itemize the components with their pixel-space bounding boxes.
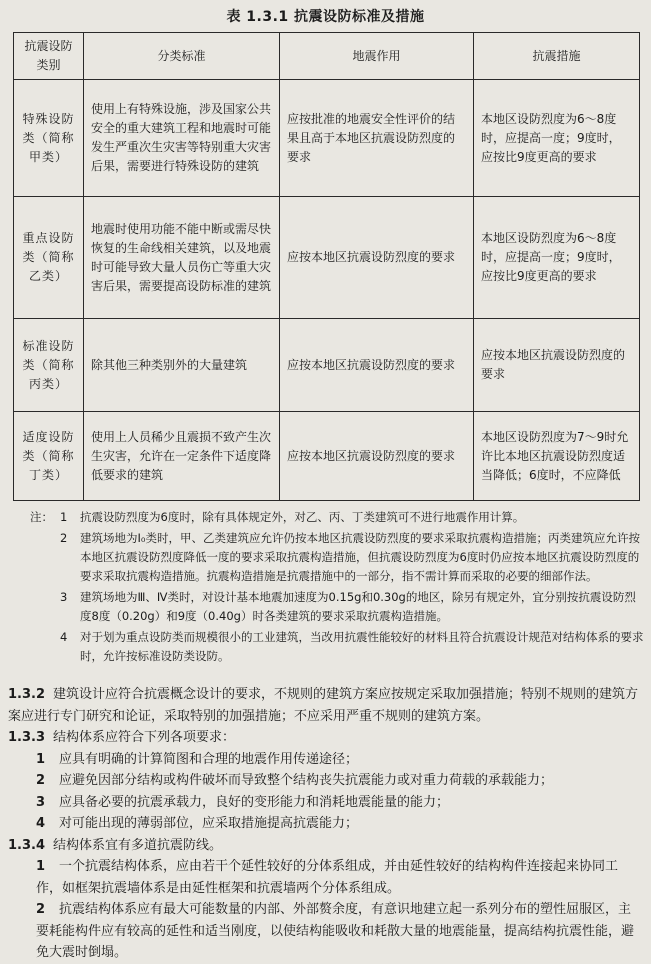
row-seismic-action: 应按本地区抗震设防烈度的要求	[280, 412, 474, 501]
table-title: 表 1.3.1 抗震设防标准及措施	[226, 9, 425, 25]
note-text: 抗震设防烈度为6度时，除有具体规定外，对乙、丙、丁类建筑可不进行地震作用计算。	[80, 510, 525, 524]
table-header-row	[14, 33, 640, 80]
section-text: 结构体系应符合下列各项要求：	[53, 730, 236, 745]
table-notes	[30, 508, 644, 668]
note-text: 对于划为重点设防类而规模很小的工业建筑，当改用抗震性能较好的材料且符合抗震设计规范对结构体系的要求时，允许按标准设防类设防。	[80, 630, 644, 663]
note-number: 2	[60, 531, 68, 545]
item-text: 应具有明确的计算简图和合理的地震作用传递途径；	[59, 751, 359, 767]
item-text: 对可能出现的薄弱部位，应采取措施提高抗震能力；	[59, 816, 359, 831]
item-text: 应具备必要的抗震承载力，良好的变形能力和消耗地震能量的能力；	[59, 794, 450, 810]
body-text	[8, 684, 644, 964]
row-criteria: 使用上人员稀少且震损不致产生次生灾害，允许在一定条件下适度降低要求的建筑	[84, 412, 280, 501]
item-text: 一个抗震结构体系，应由若干个延性较好的分体系组成，并由延性较好的结构构件连接起来协同工作，如框架抗震墙体系是由延性框架和抗震墙两个分体系组成。	[36, 859, 619, 896]
note-item	[30, 628, 644, 666]
section-1-3-4	[8, 835, 644, 857]
item-number: 3	[36, 794, 46, 810]
row-measures: 本地区设防烈度为6～8度时，应提高一度；9度时，应按比9度更高的要求	[474, 80, 640, 197]
header-criteria: 分类标准	[84, 33, 280, 80]
list-item	[8, 749, 644, 771]
item-text: 抗震结构体系应有最大可能数量的内部、外部赘余度，有意识地建立起一系列分布的塑性屈服区，主要耗能构件应有较高的延性和适当刚度，以使结构能吸收和耗散大量的地震能量，提高结构抗震性能，避免大震时倒塌。	[36, 902, 635, 960]
note-item	[30, 529, 644, 586]
seismic-standards-table	[13, 32, 640, 501]
note-number: 3	[60, 590, 68, 604]
section-number: 1.3.2	[8, 687, 46, 702]
list-item	[8, 856, 644, 899]
row-measures: 应按本地区抗震设防烈度的要求	[474, 319, 640, 412]
header-seismic-action: 地震作用	[280, 33, 474, 80]
header-measures: 抗震措施	[474, 33, 640, 80]
notes-label: 注：	[30, 510, 53, 524]
note-number: 4	[60, 630, 68, 644]
note-text: 建筑场地为I₀类时，甲、乙类建筑应允许仍按本地区抗震设防烈度的要求采取抗震构造措施；丙类建筑应允许按本地区抗震设防烈度降低一度的要求采取抗震构造措施，但抗震设防烈度为6度时仍应按本地区抗震设防烈度的要求采取抗震构造措施。抗震构造措施是抗震措施中的一部分，指不需计算而采取的必要的细部作法。	[80, 531, 640, 583]
note-item	[30, 588, 644, 626]
list-item	[8, 899, 644, 964]
section-1-3-2	[8, 684, 644, 727]
row-measures: 本地区设防烈度为6～8度时，应提高一度；9度时，应按比9度更高的要求	[474, 197, 640, 319]
item-number: 4	[36, 816, 46, 831]
item-number: 1	[36, 751, 46, 767]
table-row	[14, 412, 640, 501]
row-measures: 本地区设防烈度为7～9时允许比本地区抗震设防烈度适当降低；6度时，不应降低	[474, 412, 640, 501]
row-criteria: 使用上有特殊设施，涉及国家公共安全的重大建筑工程和地震时可能发生严重次生灾害等特别重大灾害后果，需要进行特殊设防的建筑	[84, 80, 280, 197]
list-item	[8, 792, 644, 814]
item-number: 2	[36, 773, 46, 788]
row-criteria: 除其他三种类别外的大量建筑	[84, 319, 280, 412]
row-category: 标准设防类（简称丙类）	[14, 319, 84, 412]
row-category: 适度设防类（简称丁类）	[14, 412, 84, 501]
row-seismic-action: 应按本地区抗震设防烈度的要求	[280, 197, 474, 319]
section-text: 结构体系宜有多道抗震防线。	[53, 837, 223, 853]
section-text: 建筑设计应符合抗震概念设计的要求，不规则的建筑方案应按规定采取加强措施；特别不规则的建筑方案应进行专门研究和论证，采取特别的加强措施；不应采用严重不规则的建筑方案。	[8, 687, 639, 724]
note-item	[30, 508, 644, 527]
list-item	[8, 770, 644, 792]
item-number: 2	[36, 902, 46, 917]
table-row	[14, 80, 640, 197]
note-text: 建筑场地为Ⅲ、Ⅳ类时，对设计基本地震加速度为0.15g和0.30g的地区，除另有规定外，宜分别按抗震设防烈度8度（0.20g）和9度（0.40g）时各类建筑的要求采取抗震构造措施。	[80, 590, 636, 623]
section-number: 1.3.4	[8, 837, 46, 853]
row-category: 特殊设防类（简称甲类）	[14, 80, 84, 197]
section-1-3-3	[8, 727, 644, 749]
row-criteria: 地震时使用功能不能中断或需尽快恢复的生命线相关建筑，以及地震时可能导致大量人员伤亡等重大灾害后果，需要提高设防标准的建筑	[84, 197, 280, 319]
note-number: 1	[60, 510, 68, 524]
item-number: 1	[36, 859, 46, 874]
table-row	[14, 319, 640, 412]
section-number: 1.3.3	[8, 730, 46, 745]
row-seismic-action: 应按批准的地震安全性评价的结果且高于本地区抗震设防烈度的要求	[280, 80, 474, 197]
row-category: 重点设防类（简称乙类）	[14, 197, 84, 319]
row-seismic-action: 应按本地区抗震设防烈度的要求	[280, 319, 474, 412]
item-text: 应避免因部分结构或构件破坏而导致整个结构丧失抗震能力或对重力荷载的承载能力；	[59, 773, 554, 788]
list-item	[8, 813, 644, 835]
header-category: 抗震设防类别	[14, 33, 84, 80]
table-row	[14, 197, 640, 319]
